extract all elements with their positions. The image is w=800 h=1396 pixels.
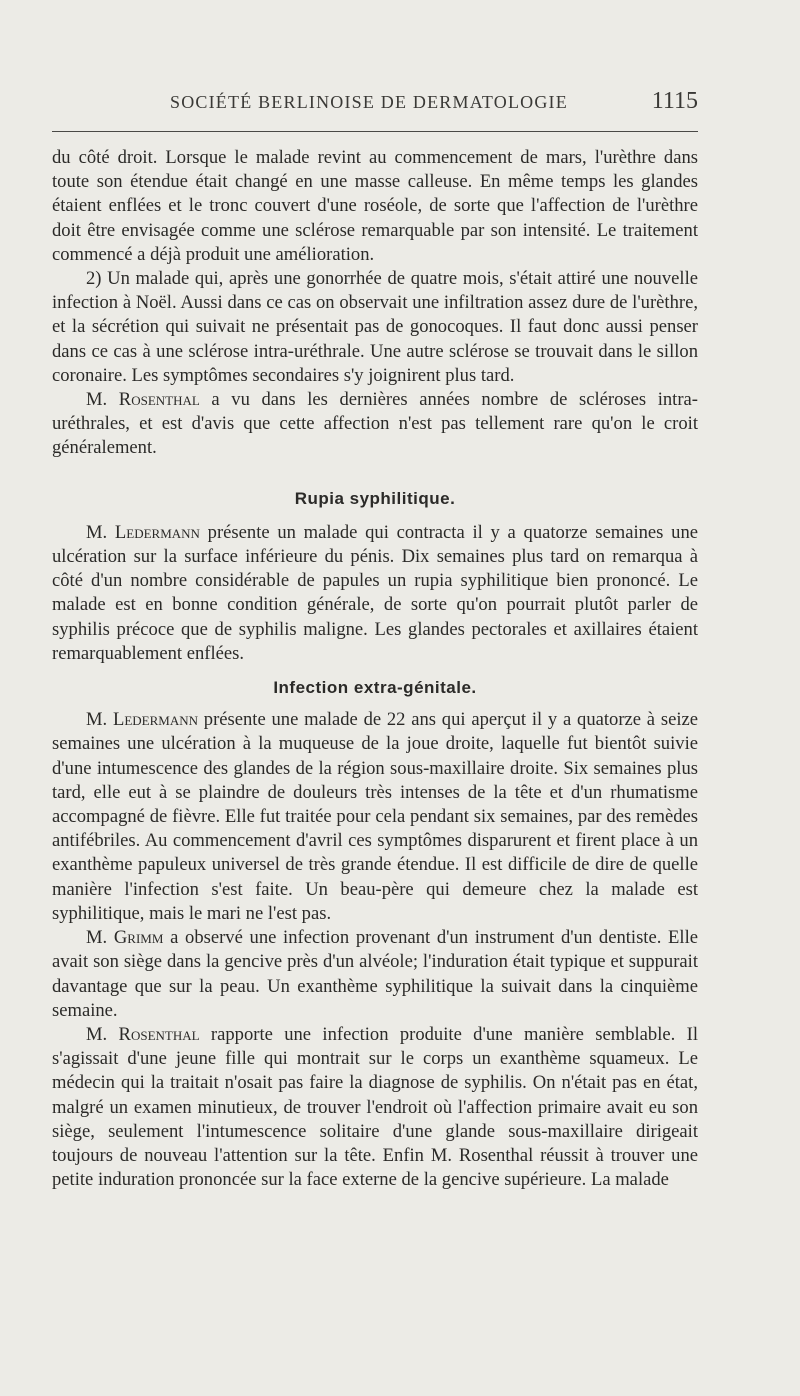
speaker-name: Rosenthal [118, 389, 200, 411]
running-title: SOCIÉTÉ BERLINOISE DE DERMATOLOGIE [170, 92, 568, 112]
speaker-name: Ledermann [114, 521, 200, 543]
paragraph-4-prefix: M. [86, 521, 115, 543]
paragraph-4-text: présente un malade qui contracta il y a quatorze semaines une ulcération sur la surface inférieure du pénis. Dix semaines plus tard on remarqua à côté d'un nombre considérable de papules un rupia syphilitique bien prononcé. Le malade est en bonne condition générale, de sorte qu'on pourrait plutôt parler de syphilis précoce que de syphilis maligne. Les glandes pectorales et axillaires étaient remarquablement enflées. [52, 521, 698, 664]
page-number: 1115 [651, 88, 698, 114]
paragraph-5 [52, 708, 698, 926]
paragraph-7 [52, 1023, 698, 1192]
paragraph-3-prefix: M. [86, 389, 119, 411]
paragraph-3 [52, 388, 698, 461]
paragraph-2: 2) Un malade qui, après une gonorrhée de quatre mois, s'était attiré une nouvelle infection à Noël. Aussi dans ce cas on observait une infiltration assez dure de l'urèthre, et la sécrétion qui suivait ne présentait pas de gonocoques. Il faut donc aussi penser dans ce cas à une sclérose intra-uréthrale. Une autre sclérose se trouvait dans le sillon coronaire. Les symptômes secondaires s'y joignirent plus tard. [52, 268, 698, 386]
paragraph-6-prefix: M. [86, 927, 114, 949]
paragraph-1: du côté droit. Lorsque le malade revint au commencement de mars, l'urèthre dans toute son étendue était changé en une masse calleuse. En même temps les glandes étaient enflées et le tronc couvert d'une roséole, de sorte que l'affection de l'urèthre doit être envisagée comme une sclérose remarquable par son intensité. Le traitement commencé a déjà produit une amélioration. [52, 147, 698, 265]
section-heading-infection: Infection extra-génitale. [273, 678, 477, 698]
paragraph-3-text: a vu dans les dernières années nombre de scléroses intra-uréthrales, et est d'avis que cette affection n'est pas tellement rare qu'on le croit généralement. [52, 389, 698, 459]
paragraph-7-prefix: M. [86, 1023, 119, 1045]
paragraph-5-text: présente une malade de 22 ans qui aperçut il y a quatorze à seize semaines une ulcération à la muqueuse de la joue droite, laquelle fut bientôt suivie d'une intumescence des glandes de la région sous-maxillaire droite. Six semaines plus tard, elle eut à se plaindre de douleurs très intenses de la tête et d'un rhumatisme accompagné de fièvre. Elle fut traitée pour cela pendant six semaines, par des remèdes antifébriles. Au commencement d'avril ces symptômes disparurent et firent place à un exanthème papuleux universel de très grande étendue. Il est difficile de dire de quelle manière l'infection s'est faite. Un beau-père qui demeure chez la malade est syphilitique, mais le mari ne l'est pas. [52, 709, 698, 924]
section-heading-rupia: Rupia syphilitique. [294, 488, 456, 508]
paragraph-5-prefix: M. [86, 709, 113, 731]
page-header [52, 88, 698, 128]
speaker-name: Rosenthal [118, 1023, 200, 1045]
header-rule [52, 131, 698, 132]
paragraph-6-text: a observé une infection provenant d'un instrument d'un dentiste. Elle avait son siège dans la gencive près d'un alvéole; l'induration était typique et suppurait davantage que sur la peau. Un exanthème syphilitique la suivait dans la cinquième semaine. [52, 927, 698, 1021]
speaker-name: Grimm [113, 927, 164, 949]
speaker-name: Ledermann [112, 709, 198, 731]
paragraph-4 [52, 521, 698, 666]
paragraph-6 [52, 926, 698, 1023]
paragraph-7-text: rapporte une infection produite d'une manière semblable. Il s'agissait d'une jeune fille qui montrait sur le corps un exanthème squameux. Le médecin qui la traitait n'osait pas faire la diagnose de syphilis. On n'était pas en état, malgré un examen minutieux, de trouver l'endroit où l'affection primaire avait eu son siège, seulement l'intumescence solitaire d'une glande sous-maxillaire dirigeait toujours de nouveau l'attention sur la tête. Enfin M. Rosenthal réussit à trouver une petite induration prononcée sur la face externe de la gencive supérieure. La malade [52, 1023, 698, 1191]
body-text [52, 146, 698, 1192]
